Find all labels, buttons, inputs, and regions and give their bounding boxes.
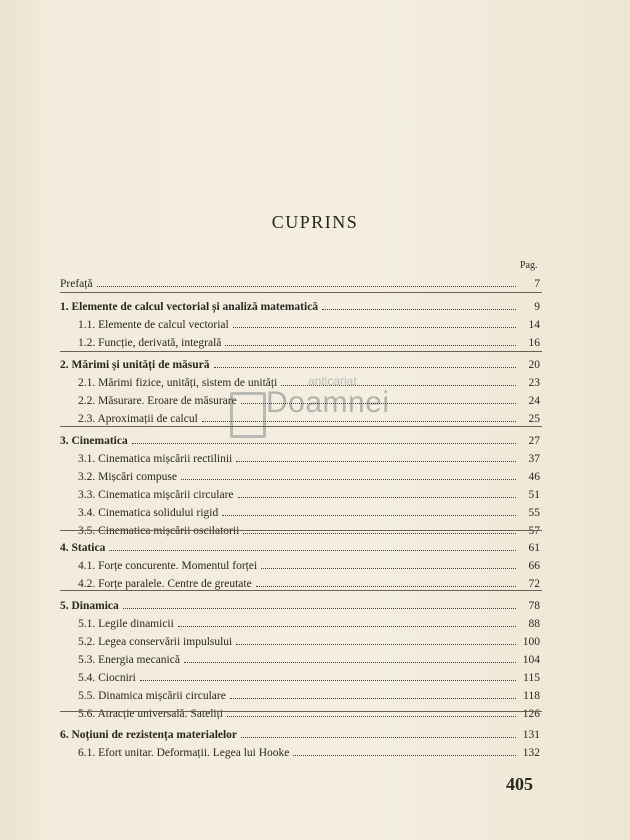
- toc-chapter-row: [60, 355, 540, 371]
- toc-entry-page: 72: [528, 578, 540, 590]
- toc-entry-page: 115: [523, 672, 540, 684]
- dot-leader: [256, 585, 516, 587]
- toc-entry-label: 5. Dinamica: [60, 600, 119, 612]
- toc-entry-page: 25: [528, 413, 540, 425]
- toc-entry-label: Prefață: [60, 278, 93, 290]
- toc-entry-page: 9: [534, 301, 540, 313]
- dot-leader: [97, 285, 516, 287]
- dot-leader: [109, 549, 516, 551]
- toc-entry-page: 23: [528, 377, 540, 389]
- dot-leader: [181, 478, 516, 480]
- toc-section-row: [78, 632, 540, 648]
- dot-leader: [222, 514, 516, 516]
- toc-section-row: [78, 391, 540, 407]
- section-divider: [60, 530, 542, 531]
- dot-leader: [236, 460, 516, 462]
- toc-entry-page: 118: [523, 690, 540, 702]
- toc-entry-label: 5.1. Legile dinamicii: [78, 618, 174, 630]
- dot-leader: [227, 715, 516, 717]
- page-number: 405: [506, 774, 533, 794]
- toc-entry-label: 5.3. Energia mecanică: [78, 654, 180, 666]
- toc-section-row: [78, 409, 540, 425]
- toc-chapter-row: [60, 297, 540, 313]
- watermark-small-text: anticariat: [308, 374, 357, 388]
- toc-section-row: [78, 614, 540, 630]
- toc-entry-label: 2. Mărimi și unități de măsură: [60, 359, 210, 371]
- dot-leader: [241, 402, 516, 404]
- toc-entry-page: 27: [528, 435, 540, 447]
- toc-chapter-row: [60, 725, 540, 741]
- toc-section-row: [78, 485, 540, 501]
- toc-chapter-row: [60, 274, 540, 290]
- toc-section-row: [78, 373, 540, 389]
- toc-entry-page: 78: [528, 600, 540, 612]
- page-column-header: Pag.: [520, 260, 538, 271]
- toc-entry-page: 7: [534, 278, 540, 290]
- toc-entry-page: 37: [528, 453, 540, 465]
- toc-chapter-row: [60, 596, 540, 612]
- dot-leader: [293, 754, 516, 756]
- section-divider: [60, 711, 542, 712]
- toc-entry-label: 6.1. Efort unitar. Deformații. Legea lui Hooke: [78, 747, 290, 759]
- toc-entry-page: 14: [528, 319, 540, 331]
- toc-entry-label: 2.2. Măsurare. Eroare de măsurare: [78, 395, 237, 407]
- toc-entry-label: 6. Noțiuni de rezistența materialelor: [60, 729, 238, 741]
- dot-leader: [241, 736, 516, 738]
- toc-entry-page: 126: [522, 708, 540, 720]
- toc-section-row: [78, 650, 540, 666]
- dot-leader: [202, 420, 516, 422]
- dot-leader: [123, 607, 516, 609]
- dot-leader: [184, 661, 516, 663]
- toc-section-row: [78, 503, 540, 519]
- dot-leader: [132, 442, 516, 444]
- toc-entry-label: 3.4. Cinematica solidului rigid: [78, 507, 219, 519]
- toc-entry-label: 5.4. Ciocniri: [78, 672, 136, 684]
- dot-leader: [233, 326, 516, 328]
- toc-section-row: [78, 333, 540, 349]
- toc-entry-label: 5.2. Legea conservării impulsului: [78, 636, 233, 648]
- toc-section-row: [78, 315, 540, 331]
- dot-leader: [230, 697, 516, 699]
- watermark-big-text: Doamnei: [266, 386, 390, 419]
- toc-entry-label: 1.1. Elemente de calcul vectorial: [78, 319, 229, 331]
- dot-leader: [140, 679, 516, 681]
- toc-entry-label: 1.2. Funcție, derivată, integrală: [78, 337, 222, 349]
- toc-chapter-row: [60, 538, 540, 554]
- toc-entry-label: 2.1. Mărimi fizice, unități, sistem de unități: [78, 377, 278, 389]
- dot-leader: [281, 384, 516, 386]
- toc-entry-label: 5.5. Dinamica mișcării circulare: [78, 690, 226, 702]
- page-title: CUPRINS: [271, 212, 359, 232]
- dot-leader: [236, 643, 516, 645]
- dot-leader: [238, 496, 516, 498]
- toc-section-row: [78, 668, 540, 684]
- dot-leader: [322, 308, 516, 310]
- dot-leader: [261, 567, 516, 569]
- section-divider: [60, 426, 542, 427]
- section-divider: [60, 292, 542, 293]
- toc-entry-page: 88: [528, 618, 540, 630]
- toc-section-row: [78, 743, 540, 759]
- toc-entry-label: 3. Cinematica: [60, 435, 128, 447]
- dot-leader: [243, 532, 516, 534]
- toc-chapter-row: [60, 431, 540, 447]
- toc-entry-page: 16: [528, 337, 540, 349]
- toc-entry-page: 46: [528, 471, 540, 483]
- toc-entry-label: 4.2. Forțe paralele. Centre de greutate: [78, 578, 252, 590]
- toc-entry-page: 61: [528, 542, 540, 554]
- dot-leader: [225, 344, 516, 346]
- toc-entry-page: 66: [528, 560, 540, 572]
- toc-entry-page: 51: [528, 489, 540, 501]
- toc-entry-label: 1. Elemente de calcul vectorial și analiză matematică: [60, 301, 319, 313]
- toc-section-row: [78, 449, 540, 465]
- toc-entry-label: 3.1. Cinematica mișcării rectilinii: [78, 453, 233, 465]
- toc-entry-page: 55: [528, 507, 540, 519]
- toc-section-row: [78, 556, 540, 572]
- toc-entry-page: 100: [522, 636, 540, 648]
- toc-section-row: [78, 467, 540, 483]
- section-divider: [60, 590, 542, 591]
- toc-section-row: [78, 521, 540, 537]
- toc-entry-page: 132: [522, 747, 540, 759]
- dot-leader: [214, 366, 517, 368]
- toc-entry-page: 20: [528, 359, 540, 371]
- toc-entry-page: 24: [528, 395, 540, 407]
- toc-section-row: [78, 704, 540, 720]
- toc-entry-label: 3.3. Cinematica mișcării circulare: [78, 489, 234, 501]
- toc-entry-page: 57: [528, 525, 540, 537]
- toc-entry-label: 2.3. Aproximații de calcul: [78, 413, 198, 425]
- toc-entry-label: 5.6. Atracție universală. Sateliți: [78, 708, 223, 720]
- toc-section-row: [78, 686, 540, 702]
- dot-leader: [178, 625, 516, 627]
- toc-entry-label: 4.1. Forțe concurente. Momentul forței: [78, 560, 258, 572]
- toc-entry-label: 4. Statica: [60, 542, 106, 554]
- section-divider: [60, 351, 542, 352]
- toc-entry-label: 3.2. Mișcări compuse: [78, 471, 178, 483]
- toc-entry-page: 104: [522, 654, 540, 666]
- toc-entry-page: 131: [522, 729, 540, 741]
- toc-entry-label: 3.5. Cinematica mișcării oscilatorii: [78, 525, 240, 537]
- toc-section-row: [78, 574, 540, 590]
